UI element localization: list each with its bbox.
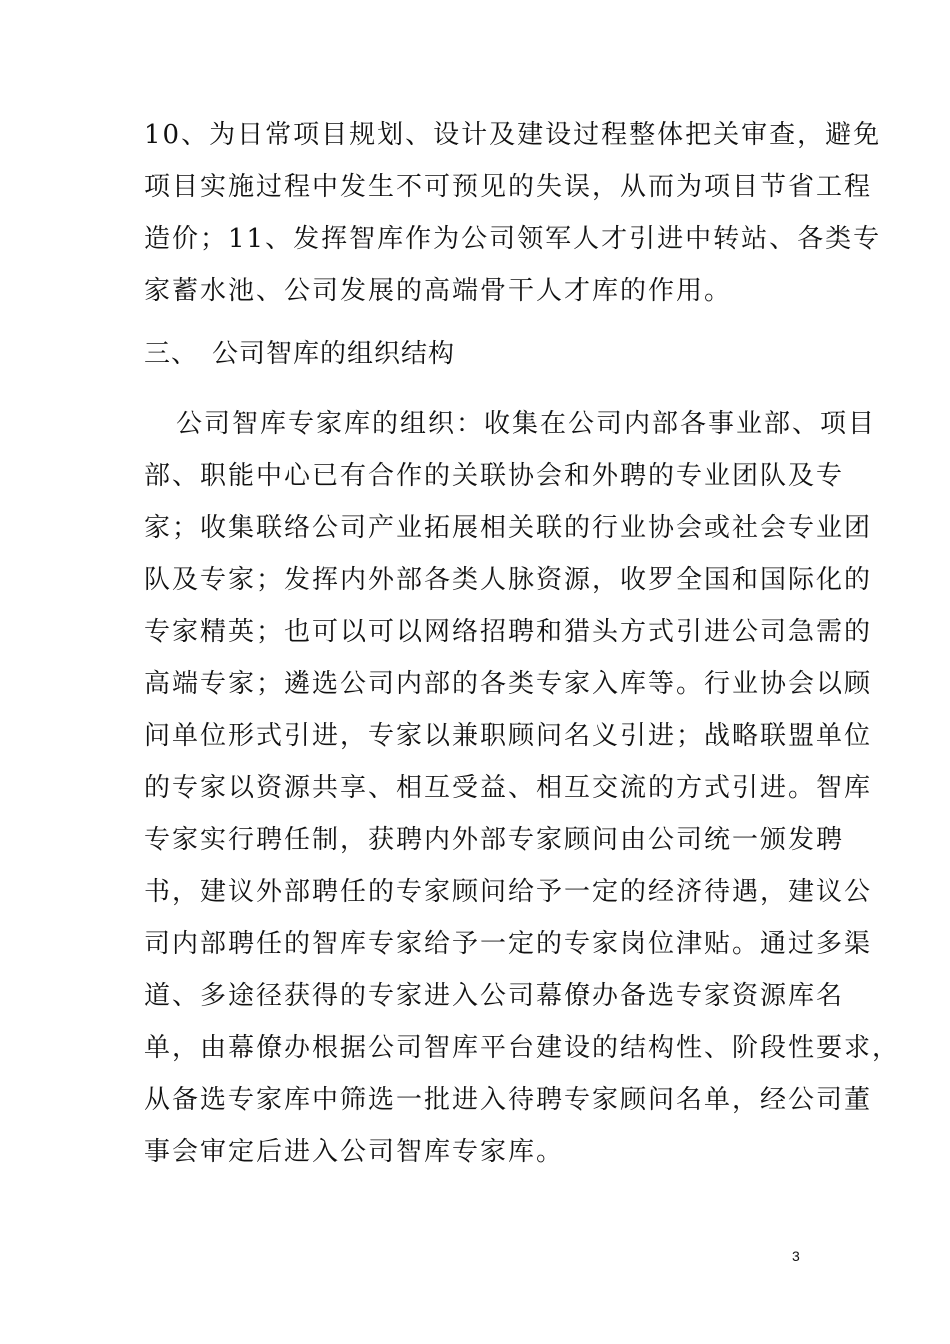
text-line: 道、多途径获得的专家进入公司幕僚办备选专家资源库名: [144, 981, 845, 1011]
text-line: 部、职能中心已有合作的关联协会和外聘的专业团队及专: [144, 461, 845, 491]
text-line: 高端专家；遴选公司内部的各类专家入库等。行业协会以顾: [144, 669, 873, 699]
text-line: 造价；11、发挥智库作为公司领军人才引进中转站、各类专: [144, 224, 882, 254]
text-line: 司内部聘任的智库专家给予一定的专家岗位津贴。通过多渠: [144, 929, 873, 959]
text-line: 项目实施过程中发生不可预见的失误，从而为项目节省工程: [144, 172, 873, 202]
text-line: 事会审定后进入公司智库专家库。: [144, 1137, 565, 1167]
section-number: 三、: [144, 339, 199, 369]
text-line: 问单位形式引进，专家以兼职顾问名义引进；战略联盟单位: [144, 721, 873, 751]
text-line: 10、为日常项目规划、设计及建设过程整体把关审查，避免: [144, 120, 882, 150]
text-line: 从备选专家库中筛选一批进入待聘专家顾问名单，经公司董: [144, 1085, 873, 1115]
text-line: 书，建议外部聘任的专家顾问给予一定的经济待遇，建议公: [144, 877, 873, 907]
text-line: 公司智库专家库的组织：收集在公司内部各事业部、项目: [176, 409, 877, 439]
text-line: 队及专家；发挥内外部各类人脉资源，收罗全国和国际化的: [144, 565, 873, 595]
page-number: 3: [792, 1248, 800, 1264]
text-line: 单，由幕僚办根据公司智库平台建设的结构性、阶段性要求，: [144, 1033, 901, 1063]
text-line: 的专家以资源共享、相互受益、相互交流的方式引进。智库: [144, 773, 873, 803]
text-line: 专家精英；也可以可以网络招聘和猎头方式引进公司急需的: [144, 617, 873, 647]
text-line: 家蓄水池、公司发展的高端骨干人才库的作用。: [144, 276, 733, 306]
section-title: 公司智库的组织结构: [212, 339, 456, 369]
text-line: 家；收集联络公司产业拓展相关联的行业协会或社会专业团: [144, 513, 873, 543]
text-line: 专家实行聘任制，获聘内外部专家顾问由公司统一颁发聘: [144, 825, 845, 855]
section-heading: [144, 328, 455, 380]
